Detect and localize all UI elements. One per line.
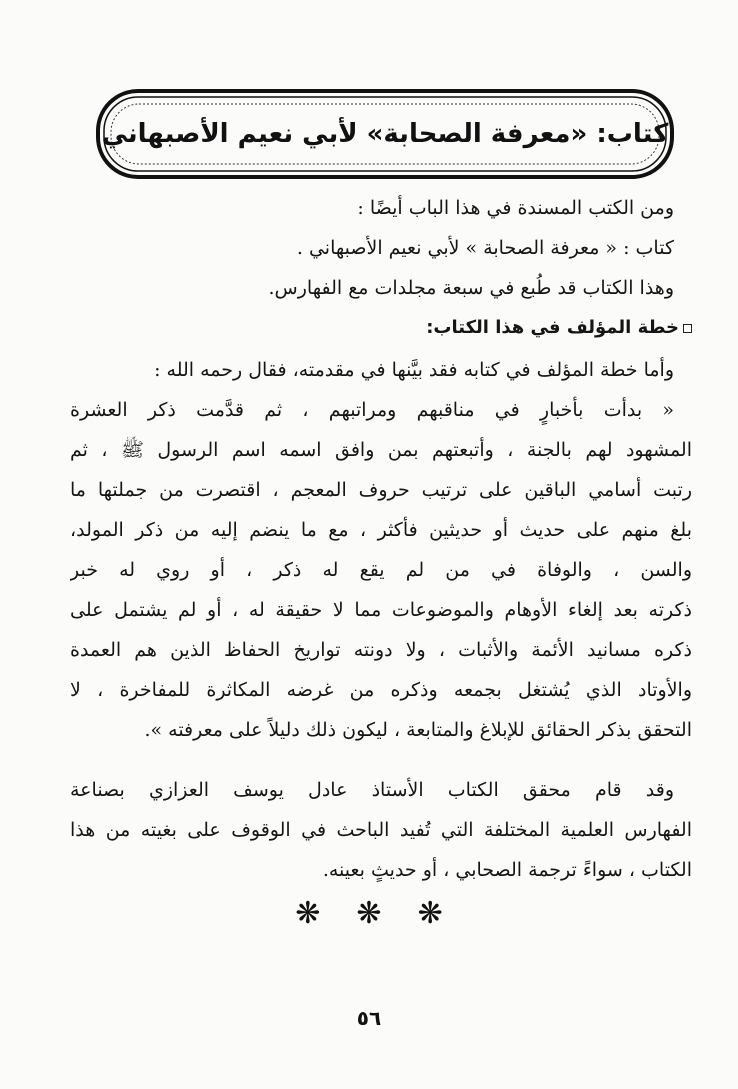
- section-heading: [70, 308, 692, 348]
- body-line: المشهود لهم بالجنة ، وأتبعتهم بمن وافق اسمه اسم الرسول ﷺ ، ثم: [70, 439, 692, 461]
- closing-line: وقد قام محقق الكتاب الأستاذ عادل يوسف العزازي بصناعة: [70, 779, 674, 801]
- body-line: ذكرته بعد إلغاء الأوهام والموضوعات مما لا حقيقة له ، أو لم يشتمل على: [70, 599, 692, 621]
- intro-line: كتاب : « معرفة الصحابة » لأبي نعيم الأصبهاني .: [296, 237, 674, 259]
- author-plan-block: [70, 350, 692, 750]
- body-line: رتبت أسامي الباقين على ترتيب حروف المعجم ، اقتصرت من جملتها ما: [70, 479, 692, 501]
- body-line: « بدأت بأخبارٍ في مناقبهم ومراتبهم ، ثم قدَّمت ذكر العشرة: [70, 399, 674, 421]
- page-number: ٥٦: [356, 1006, 382, 1030]
- intro-line: ومن الكتب المسندة في هذا الباب أيضًا :: [357, 197, 674, 219]
- body-line: ذكره مسانيد الأئمة والأثبات ، ولا دونته تواريخ الحفاظ الذين هم العمدة: [70, 639, 692, 661]
- asterism-star-icon: ❋: [295, 896, 321, 931]
- square-bullet-icon: [683, 324, 692, 333]
- asterism-star-icon: ❋: [356, 896, 382, 931]
- closing-block: [70, 770, 692, 890]
- intro-line: وهذا الكتاب قد طُبع في سبعة مجلدات مع الفهارس.: [268, 277, 674, 299]
- section-heading-text: خطة المؤلف في هذا الكتاب:: [426, 317, 679, 338]
- title-text: كتاب: «معرفة الصحابة» لأبي نعيم الأصبهاني: [101, 119, 669, 149]
- body-line: بلغ منهم على حديث أو حديثين فأكثر ، مع ما ينضم إليه من ذكر المولد،: [70, 519, 692, 541]
- body-line: والأوتاد الذي يُشتغل بجمعه وذكره من غرضه المكاثرة للمفاخرة ، لا: [70, 679, 692, 701]
- title-frame: [95, 88, 675, 180]
- body-line: والسن ، والوفاة في من لم يقع له ذكر ، أو روي له خبر: [70, 559, 692, 581]
- body-line: وأما خطة المؤلف في كتابه فقد بيَّنها في مقدمته، فقال رحمه الله :: [154, 359, 674, 381]
- closing-line: الفهارس العلمية المختلفة التي تُفيد الباحث في الوقوف على بغيته من هذا: [70, 819, 692, 841]
- intro-block: [70, 188, 692, 348]
- section-separator: [0, 896, 738, 931]
- asterism-star-icon: ❋: [417, 896, 443, 931]
- closing-line: الكتاب ، سواءً ترجمة الصحابي ، أو حديثٍ بعينه.: [322, 859, 692, 881]
- body-line: التحقق بذكر الحقائق للإبلاغ والمتابعة ، ليكون ذلك دليلاً على معرفته ».: [144, 719, 692, 741]
